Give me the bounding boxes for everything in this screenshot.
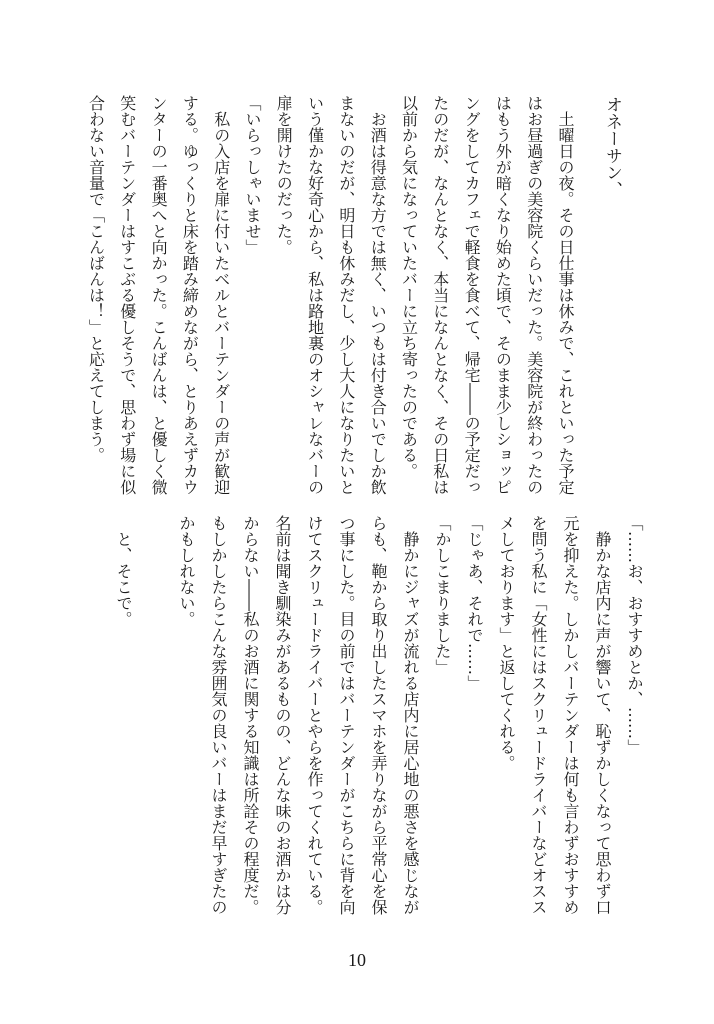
page-number: 10 [348, 950, 366, 970]
text-column: いう僅かな好奇心から、私は路地裏のオシャレなバーの [305, 95, 325, 495]
text-column: する。ゆっくりと床を踏み締めながら、とりあえずカウ [180, 95, 200, 495]
text-column: はお昼過ぎの美容院くらいだった。美容院が終わったの [524, 95, 544, 495]
text-column: 名前は聞き馴染みがあるものの、どんな味のお酒かは分 [273, 515, 292, 915]
text-column: 静かにジャズが流れる店内に居心地の悪さを感じなが [401, 515, 420, 915]
text-column: 静かな店内に声が響いて、恥ずかしくなって思わず口 [593, 515, 612, 915]
text-column: お酒は得意な方では無く、いつもは付き合いでしか飲 [368, 95, 388, 495]
text-column: 「かしこまりました」 [433, 515, 452, 675]
text-column: 土曜日の夜。その日仕事は休みで、これといった予定 [556, 95, 575, 495]
text-column: まないのだが、明日も休みだし、少し大人になりたいと [336, 95, 356, 495]
text-column: 合わない音量で「こんばんは！」と応えてしまう。 [86, 95, 106, 463]
text-column: たのだが、なんとなく、本当になんとなく、その日私は [430, 95, 450, 495]
text-column: けてスクリュードライバーとやらを作ってくれている。 [305, 515, 324, 915]
text-column: もしかしたらこんな雰囲気の良いバーはまだ早すぎたの [209, 515, 228, 915]
text-column: はもう外が暗くなり始めた頃で、そのまま少しショッピ [493, 95, 513, 495]
text-column: 「いらっしゃいませ」 [243, 95, 262, 255]
text-column: ンターの一番奥へと向かった。こんばんは、と優しく微 [149, 95, 169, 495]
text-column: ングをしてカフェで軽食を食べて、帰宅――の予定だっ [462, 95, 482, 495]
text-column: かもしれない。 [177, 515, 196, 627]
text-column: 「……お、おすすめとか、……」 [625, 515, 644, 755]
text-column: を問う私に「女性にはスクリュードライバーなどオスス [529, 515, 548, 915]
text-column: 以前から気になっていたバーに立ち寄ったのである。 [399, 95, 419, 479]
text-column: 笑むバーテンダーはすこぶる優しそうで、思わず場に似 [117, 95, 137, 495]
text-column: つ事にした。目の前ではバーテンダーがこちらに背を向 [337, 515, 356, 915]
text-column: 「じゃあ、それで……」 [465, 515, 484, 691]
text-column: メしております」と返してくれる。 [497, 515, 516, 771]
chapter-title: オネーサン、 [602, 96, 622, 198]
text-column: からない――私のお酒に関する知識は所詮その程度だ。 [241, 515, 260, 915]
text-column: 私の入店を扉に付いたベルとバーテンダーの声が歓迎 [211, 95, 231, 495]
text-column: 扉を開けたのだった。 [274, 95, 294, 255]
text-column: らも、鞄から取り出したスマホを弄りながら平常心を保 [369, 515, 388, 915]
closing-line: と、そこで。 [114, 515, 133, 627]
text-column: 元を抑えた。しかしバーテンダーは何も言わずおすすめ [561, 515, 580, 915]
